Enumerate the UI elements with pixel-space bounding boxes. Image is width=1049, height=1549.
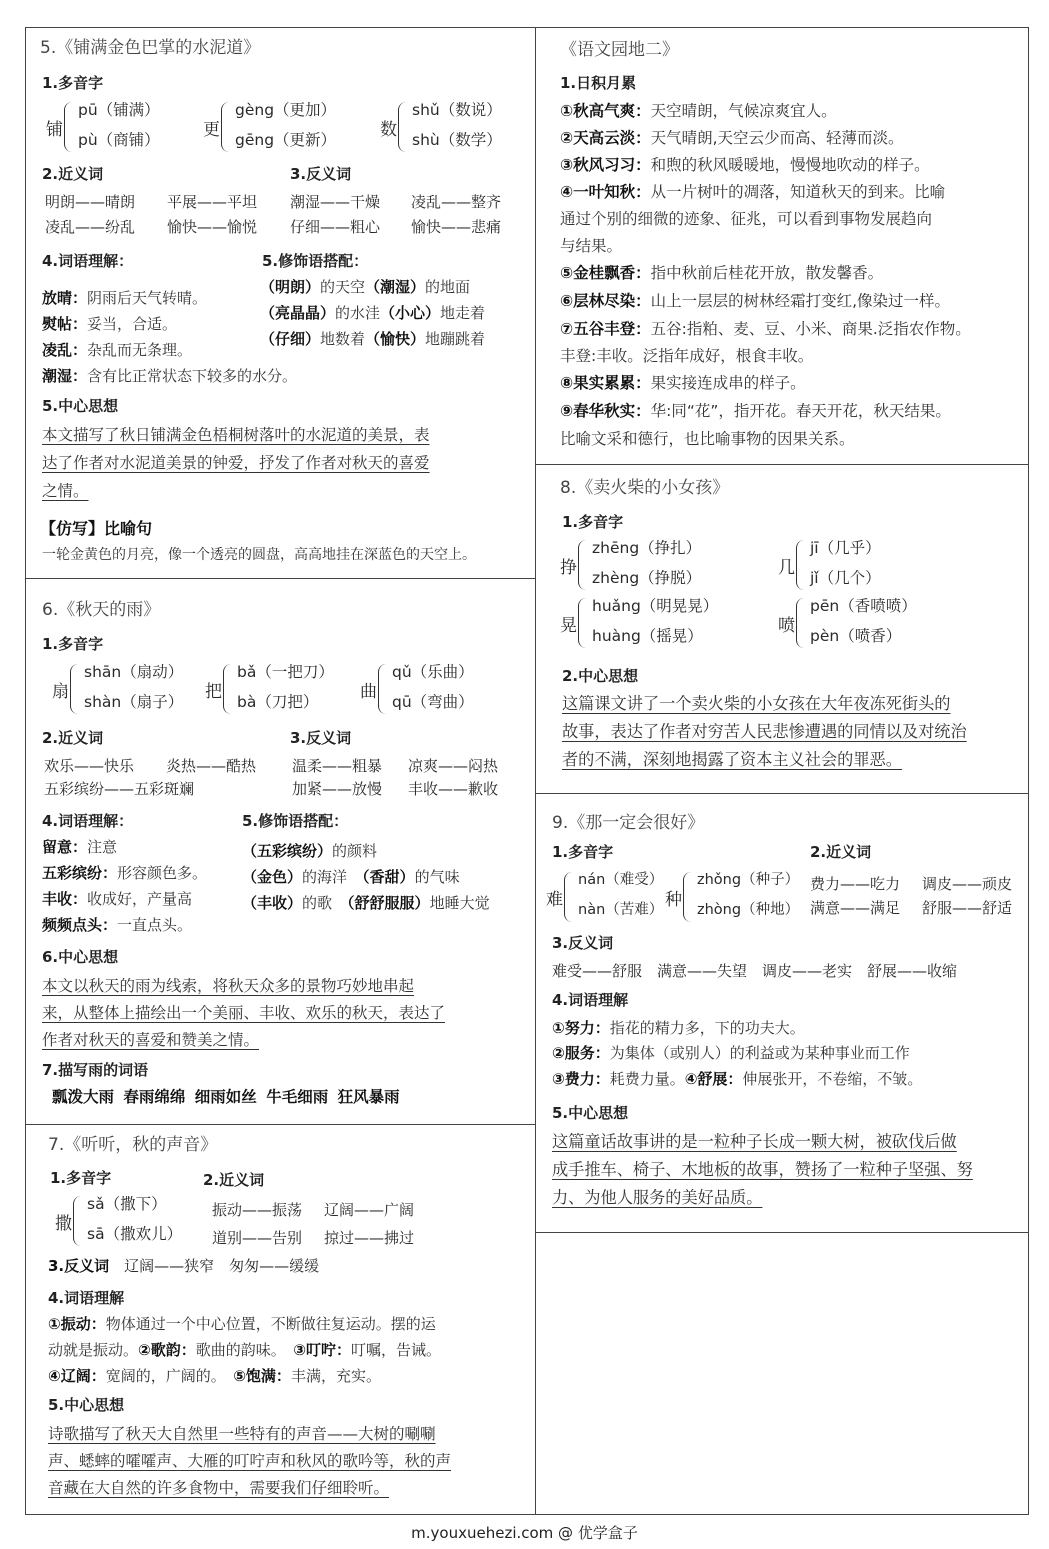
polyphone-reading: pū（铺满）: [78, 101, 160, 119]
polyphone: [380, 98, 530, 158]
heading: 4.词语理解：: [42, 812, 134, 830]
section-title: 《语文园地二》: [560, 40, 679, 60]
theme-line: 音藏在大自然的许多食物中，需要我们仔细聆听。: [48, 1479, 390, 1497]
polyphone-char: 撒: [55, 1214, 72, 1234]
word-entry: 频频点头：一直点头。: [42, 916, 193, 934]
polyphone-char: 挣: [560, 558, 577, 578]
polyphone: [560, 536, 760, 596]
heading: 1.多音字: [50, 1169, 112, 1187]
polyphone: [52, 660, 212, 720]
idiom-entry: ④一叶知秋：从一片树叶的凋落，知道秋天的到来。比喻: [560, 183, 946, 201]
section-title: 6.《秋天的雨》: [42, 600, 161, 620]
synonym-pair: 满意——满足: [810, 899, 901, 917]
synonym-pair: 平展——平坦: [167, 193, 258, 211]
polyphone-reading: gēng（更新）: [235, 131, 337, 149]
theme-line: 这篇课文讲了一个卖火柴的小女孩在大年夜冻死街头的: [562, 694, 951, 713]
synonym-pair: 欢乐——快乐: [44, 757, 135, 775]
polyphone-reading: zhèng（挣脱）: [592, 569, 702, 587]
modifier-row: （丰收）的歌 （舒舒服服）地睡大觉: [242, 894, 490, 912]
synonym-pair: 炎热——酷热: [166, 757, 257, 775]
theme-line: 本文描写了秋日铺满金色梧桐树落叶的水泥道的美景，表: [42, 426, 430, 444]
heading: 5.中心思想: [48, 1396, 125, 1414]
antonym-row: 3.反义词 辽阔——狭窄 匆匆——缓缓: [48, 1257, 320, 1275]
heading: 2.近义词: [810, 843, 872, 861]
polyphone: [665, 868, 805, 928]
heading: 5.中心思想: [42, 397, 119, 415]
word-entry: 放晴：阴雨后天气转晴。: [42, 289, 208, 307]
heading: 3.反义词: [290, 165, 352, 183]
word-entry: ①振动：物体通过一个中心位置，不断做往复运动。摆的运: [48, 1315, 436, 1333]
theme-line: 达了作者对水泥道美景的钟爱，抒发了作者对秋天的喜爱: [42, 454, 430, 472]
modifier-row: （明朗）的天空（潮湿）的地面: [260, 278, 471, 296]
synonym-pair: 舒服——舒适: [922, 899, 1013, 917]
polyphone-char: 更: [203, 120, 220, 140]
word-entry: 留意：注意: [42, 838, 118, 856]
polyphone-char: 数: [380, 120, 397, 140]
polyphone-reading: nán（难受）: [578, 872, 664, 888]
polyphone-reading: shù（数学）: [412, 131, 502, 149]
polyphone-reading: sā（撒欢儿）: [87, 1225, 183, 1243]
word-entry: ④辽阔：宽阔的，广阔的。 ⑤饱满：丰满，充实。: [48, 1367, 381, 1385]
heading: 6.中心思想: [42, 948, 119, 966]
polyphone-reading: jī（几乎）: [810, 539, 881, 557]
theme-line: 故事，表达了作者对穷苦人民悲惨遭遇的同情以及对统治: [562, 722, 967, 741]
synonym-pair: 掠过——拂过: [324, 1229, 415, 1247]
antonym-pair: 潮湿——干燥: [290, 193, 381, 211]
idiom-entry: ⑦五谷丰登：五谷:指粕、麦、豆、小米、商果.泛指农作物。: [560, 320, 971, 338]
divider-6-7: [25, 1124, 535, 1125]
polyphone: [560, 594, 770, 654]
polyphone-reading: jǐ（几个）: [810, 569, 881, 587]
heading: 3.反义词: [290, 729, 352, 747]
heading: 【仿写】比喻句: [40, 519, 153, 538]
idiom-entry-cont: 通过个别的细微的迹象、征兆，可以看到事物发展趋向: [560, 210, 933, 228]
antonym-pair: 仔细——粗心: [290, 218, 381, 236]
polyphone-char: 难: [546, 890, 563, 910]
divider-5-6: [25, 578, 535, 579]
polyphone-char: 喷: [778, 616, 795, 636]
polyphone-reading: zhòng（种地）: [697, 902, 800, 918]
antonym-pair: 凌乱——整齐: [411, 193, 502, 211]
theme-line: 这篇童话故事讲的是一粒种子长成一颗大树，被砍伐后做: [552, 1132, 957, 1151]
polyphone-reading: zhēng（挣扎）: [592, 539, 702, 557]
heading: 1.日积月累: [560, 74, 637, 92]
divider-8-9: [535, 793, 1029, 794]
theme-line: 之情。: [42, 482, 89, 500]
polyphone-char: 铺: [46, 120, 63, 140]
polyphone-char: 几: [778, 558, 795, 578]
polyphone-reading: gèng（更加）: [235, 101, 337, 119]
rain-words: 瓢泼大雨 春雨绵绵 细雨如丝 牛毛细雨 狂风暴雨: [52, 1088, 400, 1106]
polyphone-reading: shàn（扇子）: [84, 693, 184, 711]
idiom-entry: ⑨春华秋实：华:同“花”，指开花。春天开花，秋天结果。: [560, 402, 951, 420]
divider-9-end: [535, 1232, 1029, 1233]
column-divider: [535, 27, 536, 1515]
polyphone: [546, 868, 676, 928]
polyphone-reading: qū（弯曲）: [392, 693, 474, 711]
theme-line: 声、蟋蟀的嚯嚯声、大雁的叮咛声和秋风的歌吟等，秋的声: [48, 1452, 452, 1470]
polyphone: [205, 660, 355, 720]
polyphone: [778, 536, 938, 596]
synonym-pair: 明朗——晴朗: [45, 193, 136, 211]
synonym-pair: 调皮——顽皮: [922, 875, 1013, 893]
divider-y-8: [535, 464, 1029, 465]
synonym-pair: 辽阔——广阔: [324, 1201, 415, 1219]
polyphone-reading: shān（扇动）: [84, 663, 184, 681]
word-entry: ③费力：耗费力量。④舒展：伸展张开，不卷缩，不皱。: [552, 1070, 923, 1088]
heading: 7.描写雨的词语: [42, 1061, 149, 1079]
word-entry: 潮湿：含有比正常状态下较多的水分。: [42, 367, 298, 385]
modifier-row: （亮晶晶）的水洼（小心）地走着: [260, 304, 486, 322]
synonym-pair: 五彩缤纷——五彩斑斓: [44, 780, 195, 798]
polyphone-reading: pù（商铺）: [78, 131, 160, 149]
idiom-entry: ⑧果实累累：果实接连成串的样子。: [560, 374, 806, 392]
simile-text: 一轮金黄色的月亮，像一个透亮的圆盘，高高地挂在深蓝色的天空上。: [42, 547, 476, 563]
heading: 4.词语理解：: [42, 252, 134, 270]
polyphone-char: 种: [665, 890, 682, 910]
idiom-entry-cont: 与结果。: [560, 237, 623, 255]
antonym-pair: 温柔——粗暴: [292, 757, 383, 775]
polyphone-reading: huàng（摇晃）: [592, 627, 703, 645]
polyphone-char: 把: [205, 682, 222, 702]
antonym-pair: 加紧——放慢: [292, 780, 383, 798]
heading: 1.多音字: [42, 635, 104, 653]
polyphone-reading: sǎ（撒下）: [87, 1195, 167, 1213]
heading: 1.多音字: [562, 513, 624, 531]
polyphone-reading: pèn（喷香）: [810, 627, 902, 645]
idiom-entry: ⑥层林尽染：山上一层层的树林经霜打变红,像染过一样。: [560, 292, 951, 310]
heading: 5.修饰语搭配：: [262, 252, 369, 270]
modifier-row: （仔细）地数着（愉快）地蹦跳着: [260, 330, 486, 348]
antonym-pair: 丰收——歉收: [408, 780, 499, 798]
heading: 1.多音字: [552, 843, 614, 861]
modifier-row: （金色）的海洋 （香甜）的气味: [242, 868, 460, 886]
polyphone-reading: zhǒng（种子）: [697, 872, 800, 888]
synonym-pair: 费力——吃力: [810, 875, 901, 893]
theme-line: 诗歌描写了秋天大自然里一些特有的声音——大树的唰唰: [48, 1425, 436, 1443]
section-title: 8.《卖火柴的小女孩》: [560, 478, 730, 498]
section-title: 5.《铺满金色巴掌的水泥道》: [40, 38, 261, 58]
heading: 5.修饰语搭配：: [242, 812, 349, 830]
idiom-entry-cont: 丰登:丰收。泛指年成好，根食丰收。: [560, 347, 814, 365]
heading: 2.近义词: [42, 729, 104, 747]
heading: 4.词语理解: [552, 991, 629, 1009]
section-title: 9.《那一定会很好》: [552, 813, 705, 833]
heading: 3.反义词: [552, 934, 614, 952]
heading: 2.近义词: [203, 1171, 265, 1189]
antonym-row: 难受——舒服 满意——失望 调皮——老实 舒展——收缩: [552, 962, 958, 980]
polyphone-char: 扇: [52, 682, 69, 702]
idiom-entry: ⑤金桂飘香：指中秋前后桂花开放，散发馨香。: [560, 264, 884, 282]
heading: 2.近义词: [42, 165, 104, 183]
polyphone-char: 晃: [560, 616, 577, 636]
synonym-pair: 愉快——愉悦: [167, 218, 258, 236]
footer-watermark: m.youxuehezi.com @ 优学盒子: [411, 1524, 638, 1542]
polyphone-reading: pēn（香喷喷）: [810, 597, 917, 615]
theme-line: 者的不满，深刻地揭露了资本主义社会的罪恶。: [562, 750, 902, 769]
theme-line: 本文以秋天的雨为线索，将秋天众多的景物巧妙地串起: [42, 977, 415, 995]
heading: 4.词语理解: [48, 1289, 125, 1307]
polyphone: [55, 1192, 205, 1252]
word-entry: ②服务：为集体（或别人）的利益或为某种事业而工作: [552, 1044, 910, 1062]
polyphone-reading: shǔ（数说）: [412, 101, 502, 119]
idiom-entry-cont: 比喻文采和德行，也比喻事物的因果关系。: [560, 430, 855, 448]
word-entry: 丰收：收成好，产量高: [42, 890, 193, 908]
synonym-pair: 振动——振荡: [212, 1201, 303, 1219]
polyphone-reading: huǎng（明晃晃）: [592, 597, 719, 615]
theme-line: 来，从整体上描绘出一个美丽、丰收、欢乐的秋天，表达了: [42, 1004, 446, 1022]
word-entry: ①努力：指花的精力多，下的功夫大。: [552, 1019, 805, 1037]
heading: 2.中心思想: [562, 667, 639, 685]
modifier-row: （五彩缤纷）的颜料: [242, 842, 378, 860]
heading: 1.多音字: [42, 74, 104, 92]
section-title: 7.《听听，秋的声音》: [48, 1135, 218, 1155]
polyphone-char: 曲: [360, 682, 377, 702]
polyphone-reading: bà（刀把）: [237, 693, 319, 711]
word-entry: 凌乱：杂乱而无条理。: [42, 341, 193, 359]
idiom-entry: ②天高云淡：天气晴朗,天空云少而高、轻薄而淡。: [560, 129, 904, 147]
theme-line: 成手推车、椅子、木地板的故事，赞扬了一粒种子坚强、努: [552, 1160, 973, 1179]
synonym-pair: 凌乱——纷乱: [45, 218, 136, 236]
antonym-pair: 凉爽——闷热: [408, 757, 499, 775]
polyphone: [46, 98, 206, 158]
theme-line: 作者对秋天的喜爱和赞美之情。: [42, 1031, 260, 1049]
idiom-entry: ③秋风习习：和煦的秋风暖暖地，慢慢地吹动的样子。: [560, 156, 930, 174]
polyphone-reading: qǔ（乐曲）: [392, 663, 474, 681]
heading: 5.中心思想: [552, 1104, 629, 1122]
antonym-pair: 愉快——悲痛: [411, 218, 502, 236]
word-entry: 熨帖：妥当，合适。: [42, 315, 178, 333]
polyphone-reading: nàn（苦难）: [578, 902, 664, 918]
polyphone: [360, 660, 520, 720]
idiom-entry: ①秋高气爽：天空晴朗，气候凉爽宜人。: [560, 102, 837, 120]
synonym-pair: 道别——告别: [212, 1229, 303, 1247]
polyphone: [203, 98, 373, 158]
polyphone-reading: bǎ（一把刀）: [237, 663, 334, 681]
word-entry: 五彩缤纷：形容颜色多。: [42, 864, 208, 882]
word-entry: 动就是振动。②歌韵：歌曲的韵味。 ③叮咛：叮嘱，告诫。: [48, 1341, 441, 1359]
theme-line: 力、为他人服务的美好品质。: [552, 1188, 763, 1207]
polyphone: [778, 594, 958, 654]
